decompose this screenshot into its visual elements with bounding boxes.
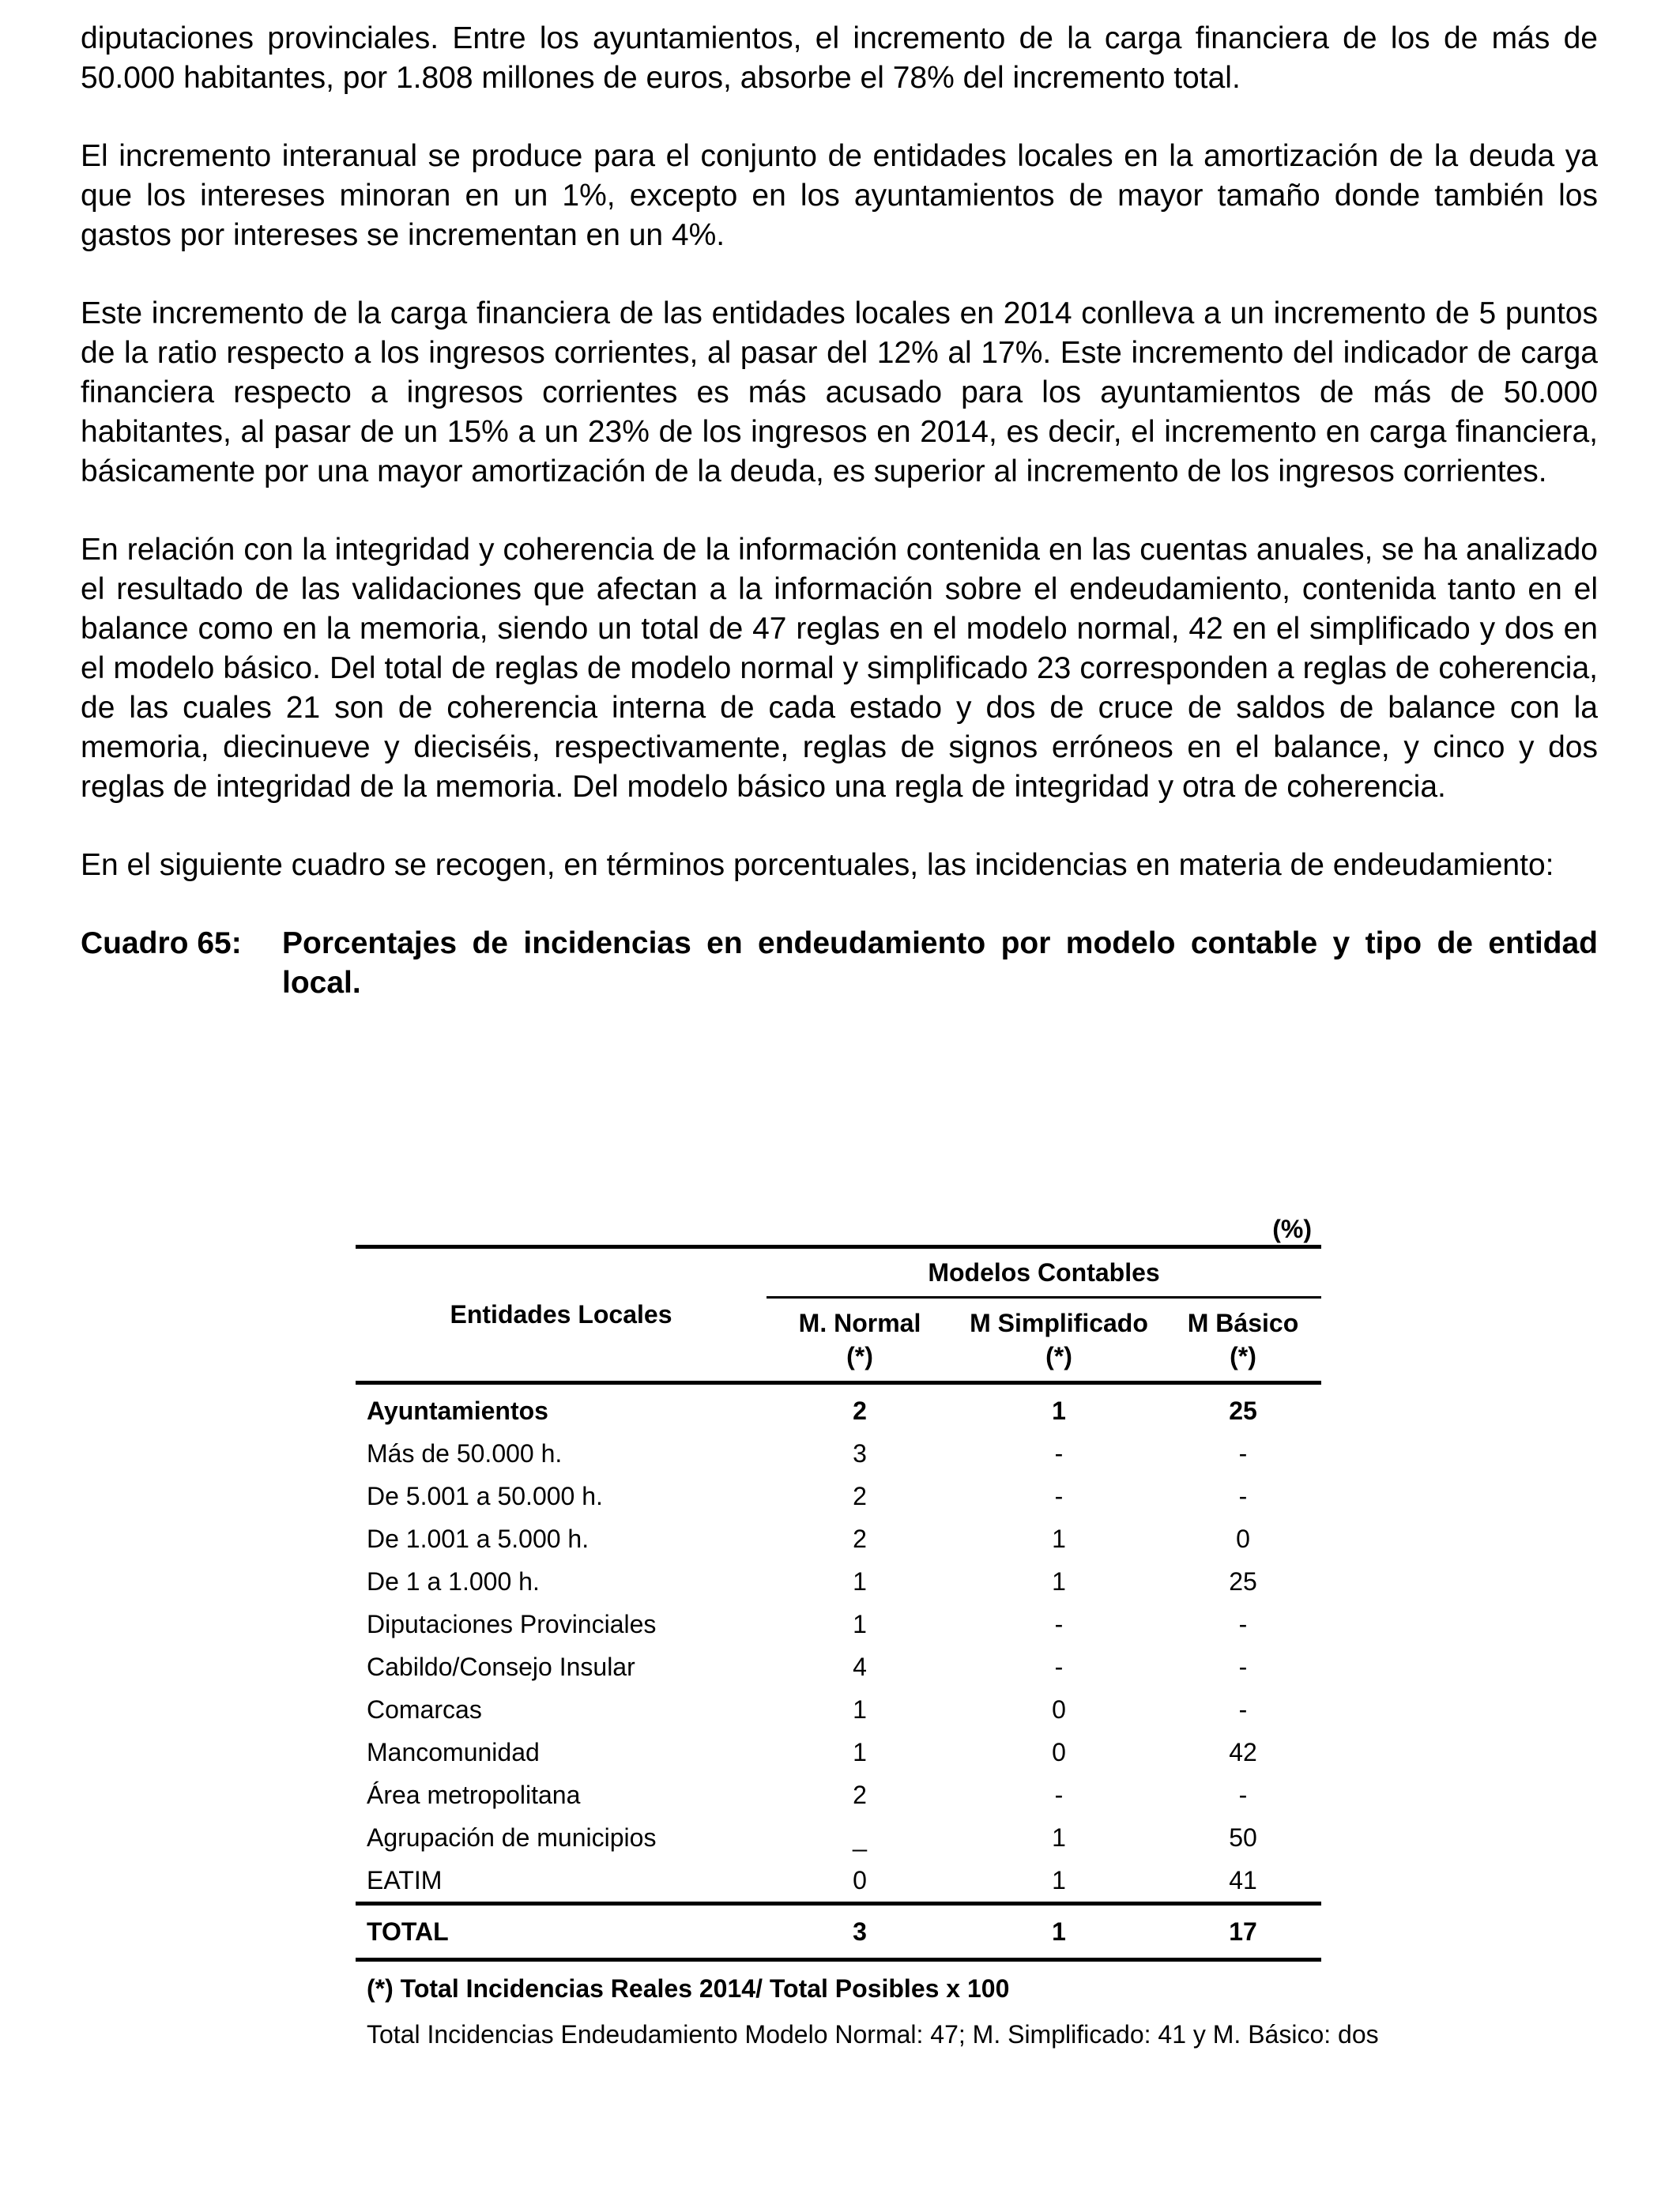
table-row (356, 1475, 1321, 1517)
cell-simplificado: 1 (1052, 1397, 1066, 1425)
table-row (356, 1816, 1321, 1859)
cell-basico: 25 (1229, 1397, 1257, 1425)
table-unit: (%) (1272, 1215, 1312, 1243)
column-header-basico: M Básico (*) (1165, 1298, 1321, 1383)
cell-basico: 41 (1229, 1866, 1257, 1894)
row-label: Cabildo/Consejo Insular (367, 1653, 635, 1681)
cell-simplificado: - (1054, 1610, 1064, 1638)
table-row (356, 1731, 1321, 1774)
table-row (356, 1383, 1321, 1433)
table-row (356, 1603, 1321, 1646)
cell-normal: 0 (853, 1866, 867, 1894)
cell-simplificado: 1 (1052, 1525, 1066, 1553)
row-label: EATIM (367, 1866, 443, 1894)
cell-simplificado: - (1054, 1482, 1064, 1510)
table-footnote-totals: Total Incidencias Endeudamiento Modelo Normal: 47; M. Simplificado: 41 y M. Básico: dos (367, 2020, 1379, 2049)
total-normal: 3 (767, 1904, 953, 1960)
total-row (356, 1904, 1321, 1960)
cell-normal: 2 (853, 1482, 867, 1510)
row-label: Mancomunidad (367, 1738, 540, 1766)
cell-normal: 1 (853, 1695, 867, 1724)
cell-normal: 1 (853, 1567, 867, 1596)
row-label: De 1 a 1.000 h. (367, 1567, 540, 1596)
paragraph-1: diputaciones provinciales. Entre los ayuntamientos, el incremento de la carga financiera de los de más de 50.000 habitantes, por 1.808 millones de euros, absorbe el 78% del incremento total. (81, 21, 1598, 95)
table-row (356, 1646, 1321, 1688)
cell-normal: 1 (853, 1738, 867, 1766)
paragraph-3: Este incremento de la carga financiera de las entidades locales en 2014 conlleva a un incremento de 5 puntos de la ratio respecto a los ingresos corrientes, al pasar del 12% al 17%. Este incremento del indicador de carga financiera respecto a ingresos corrientes es más acusado para los ayuntamientos de más de 50.000 habitantes, al pasar de un 15% a un 23% de los ingresos en 2014, es decir, el incremento en carga financiera, básicamente por una mayor amortización de la deuda, es superior al incremento de los ingresos corrientes. (81, 296, 1598, 488)
cell-basico: - (1238, 1695, 1248, 1724)
cell-normal: 1 (853, 1610, 867, 1638)
cell-simplificado: 1 (1052, 1823, 1066, 1852)
document-page (81, 19, 1598, 1003)
total-basico: 17 (1165, 1904, 1321, 1960)
cell-basico: - (1238, 1653, 1248, 1681)
cell-simplificado: 1 (1052, 1866, 1066, 1894)
table-row (356, 1517, 1321, 1560)
column-header-normal: M. Normal (*) (767, 1298, 953, 1383)
cell-simplificado: - (1054, 1781, 1064, 1809)
cell-simplificado: - (1054, 1653, 1064, 1681)
caption-text: Porcentajes de incidencias en endeudamiento por modelo contable y tipo de entidad local. (282, 926, 1598, 1000)
incidence-table (356, 1245, 1321, 1962)
cell-basico: - (1238, 1610, 1248, 1638)
cell-normal: _ (853, 1823, 867, 1852)
cell-simplificado: - (1054, 1439, 1064, 1468)
table-row (356, 1774, 1321, 1816)
cell-normal: 2 (853, 1781, 867, 1809)
group-header: Modelos Contables (767, 1247, 1321, 1298)
cell-normal: 3 (853, 1439, 867, 1468)
table-row (356, 1560, 1321, 1603)
row-label: De 1.001 a 5.000 h. (367, 1525, 590, 1553)
table-row (356, 1688, 1321, 1731)
cell-basico: 25 (1229, 1567, 1257, 1596)
table-footnote-formula: (*) Total Incidencias Reales 2014/ Total Posibles x 100 (367, 1974, 1010, 2003)
total-label: TOTAL (356, 1904, 767, 1960)
cell-simplificado: 0 (1052, 1738, 1066, 1766)
cell-basico: - (1238, 1482, 1248, 1510)
cell-simplificado: 0 (1052, 1695, 1066, 1724)
paragraph-4: En relación con la integridad y coherencia de la información contenida en las cuentas anuales, se ha analizado el resultado de las validaciones que afectan a la información sobre el endeudamiento, contenida tanto en el balance como en la memoria, siendo un total de 47 reglas en el modelo normal, 42 en el simplificado y dos en el modelo básico. Del total de reglas de modelo normal y simplificado 23 corresponden a reglas de coherencia, de las cuales 21 son de coherencia interna de cada estado y dos de cruce de saldos de balance con la memoria, diecinueve y dieciséis, respectivamente, reglas de signos erróneos en el balance, y cinco y dos reglas de integridad de la memoria. Del modelo básico una regla de integridad y otra de coherencia. (81, 533, 1598, 804)
total-simplificado: 1 (953, 1904, 1165, 1960)
incidence-table-block (356, 1213, 1379, 2052)
row-label: Más de 50.000 h. (367, 1439, 563, 1468)
caption-number: Cuadro 65: (81, 926, 242, 960)
cell-basico: 42 (1229, 1738, 1257, 1766)
cell-normal: 2 (853, 1525, 867, 1553)
row-label: Comarcas (367, 1695, 482, 1724)
table-caption (81, 924, 1598, 1003)
cell-normal: 2 (853, 1397, 867, 1425)
row-label: De 5.001 a 50.000 h. (367, 1482, 603, 1510)
row-label: Agrupación de municipios (367, 1823, 657, 1852)
row-label: Ayuntamientos (367, 1397, 548, 1425)
cell-basico: - (1238, 1439, 1248, 1468)
cell-basico: 50 (1229, 1823, 1257, 1852)
cell-basico: - (1238, 1781, 1248, 1809)
paragraph-2: El incremento interanual se produce para el conjunto de entidades locales en la amortización de la deuda ya que los intereses minoran en un 1%, excepto en los ayuntamientos de mayor tamaño donde también los gastos por intereses se incrementan en un 4%. (81, 139, 1598, 252)
cell-simplificado: 1 (1052, 1567, 1066, 1596)
table-row (356, 1432, 1321, 1475)
column-header-simplificado: M Simplificado (*) (953, 1298, 1165, 1383)
table-row (356, 1859, 1321, 1904)
cell-normal: 4 (853, 1653, 867, 1681)
row-label: Diputaciones Provinciales (367, 1610, 657, 1638)
paragraph-5: En el siguiente cuadro se recogen, en términos porcentuales, las incidencias en materia de endeudamiento: (81, 848, 1554, 882)
cell-basico: 0 (1236, 1525, 1250, 1553)
row-header: Entidades Locales (356, 1247, 767, 1383)
row-label: Área metropolitana (367, 1781, 581, 1809)
